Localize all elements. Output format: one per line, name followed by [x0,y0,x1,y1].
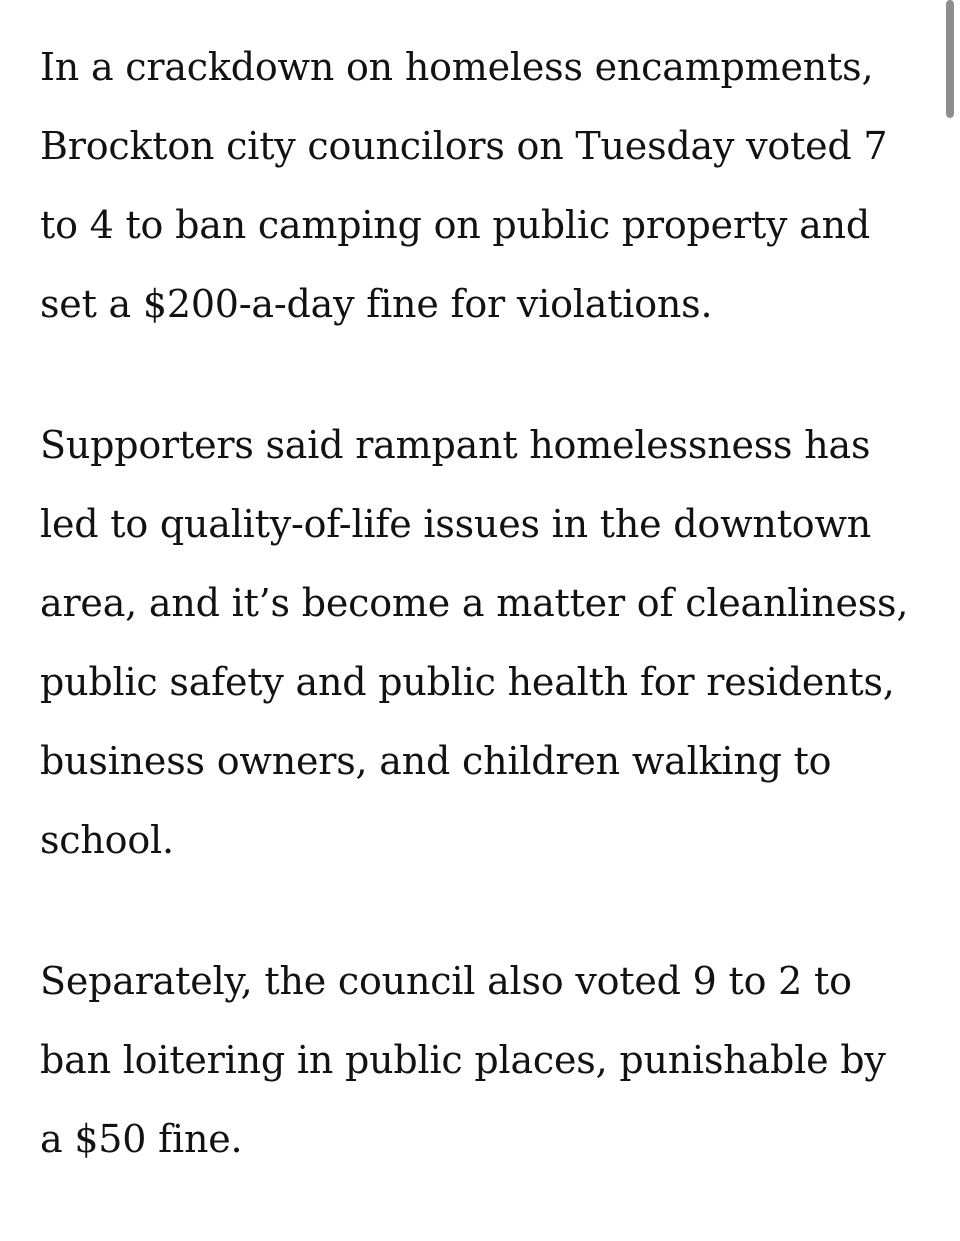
vertical-scrollbar[interactable] [940,0,960,1200]
article-paragraph-2: Supporters said rampant homelessness has led to quality-of-life issues in the downtown area, and it’s become a matter of cleanliness, public safety and public health for residents, business owners, and children walking to school. [40,423,909,862]
article-paragraph-3: Separately, the council also voted 9 to 2 to ban loitering in public places, punishable by a $50 fine. [40,959,886,1161]
scrollbar-thumb[interactable] [946,0,954,118]
article-paragraph-1: In a crackdown on homeless encampments, Brockton city councilors on Tuesday voted 7 to 4 to ban camping on public property and set a $200-a-day fine for violations. [40,45,888,326]
article-body [40,28,920,1241]
